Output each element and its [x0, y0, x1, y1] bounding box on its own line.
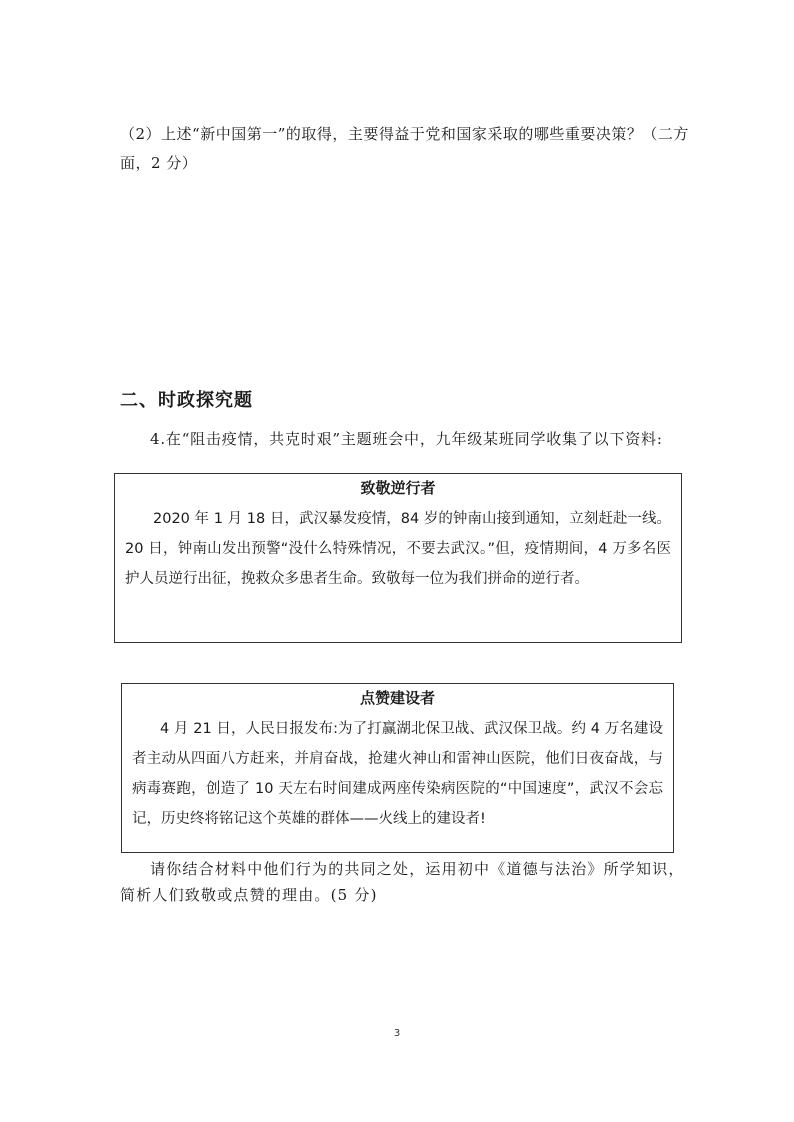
question-2-text: （2）上述“新中国第一”的取得，主要得益于党和国家采取的哪些重要决策？（二方面，2 分） — [120, 125, 689, 172]
material-body-respect: 2020 年 1 月 18 日，武汉暴发疫情，84 岁的钟南山接到通知，立刻赶赴一线。20 日，钟南山发出预警“没什么特殊情况，不要去武汉。”但，疫情期间，4 万多名医护人员逆行出征，挽救众多患者生命。致敬每一位为我们拼命的逆行者。 — [125, 511, 671, 587]
material-box-builders — [121, 683, 674, 853]
material-title-respect: 致敬逆行者 — [360, 479, 436, 497]
material-box-respect — [114, 473, 682, 643]
section-title: 二、时政探究题 — [120, 390, 253, 411]
page-number: 3 — [393, 1028, 401, 1039]
material-title-builders: 点赞建设者 — [359, 689, 435, 707]
question-4-prompt: 请你结合材料中他们行为的共同之处，运用初中《道德与法治》所学知识，简析人们致敬或点赞的理由。(5 分) — [120, 860, 685, 904]
question-4-intro-text: 4.在“阻击疫情，共克时艰”主题班会中，九年级某班同学收集了以下资料: — [150, 430, 663, 448]
material-body-builders: 4 月 21 日，人民日报发布:为了打赢湖北保卫战、武汉保卫战。约 4 万名建设者主动从四面八方赶来，并肩奋战，抢建火神山和雷神山医院，他们日夜奋战，与病毒赛跑，创造了 10 天左右时间建成两座传染病医院的“中国速度”，武汉不会忘记，历史终将铭记这个英雄的群体——火线上的建设者! — [132, 721, 663, 827]
question-4-intro — [120, 426, 690, 452]
